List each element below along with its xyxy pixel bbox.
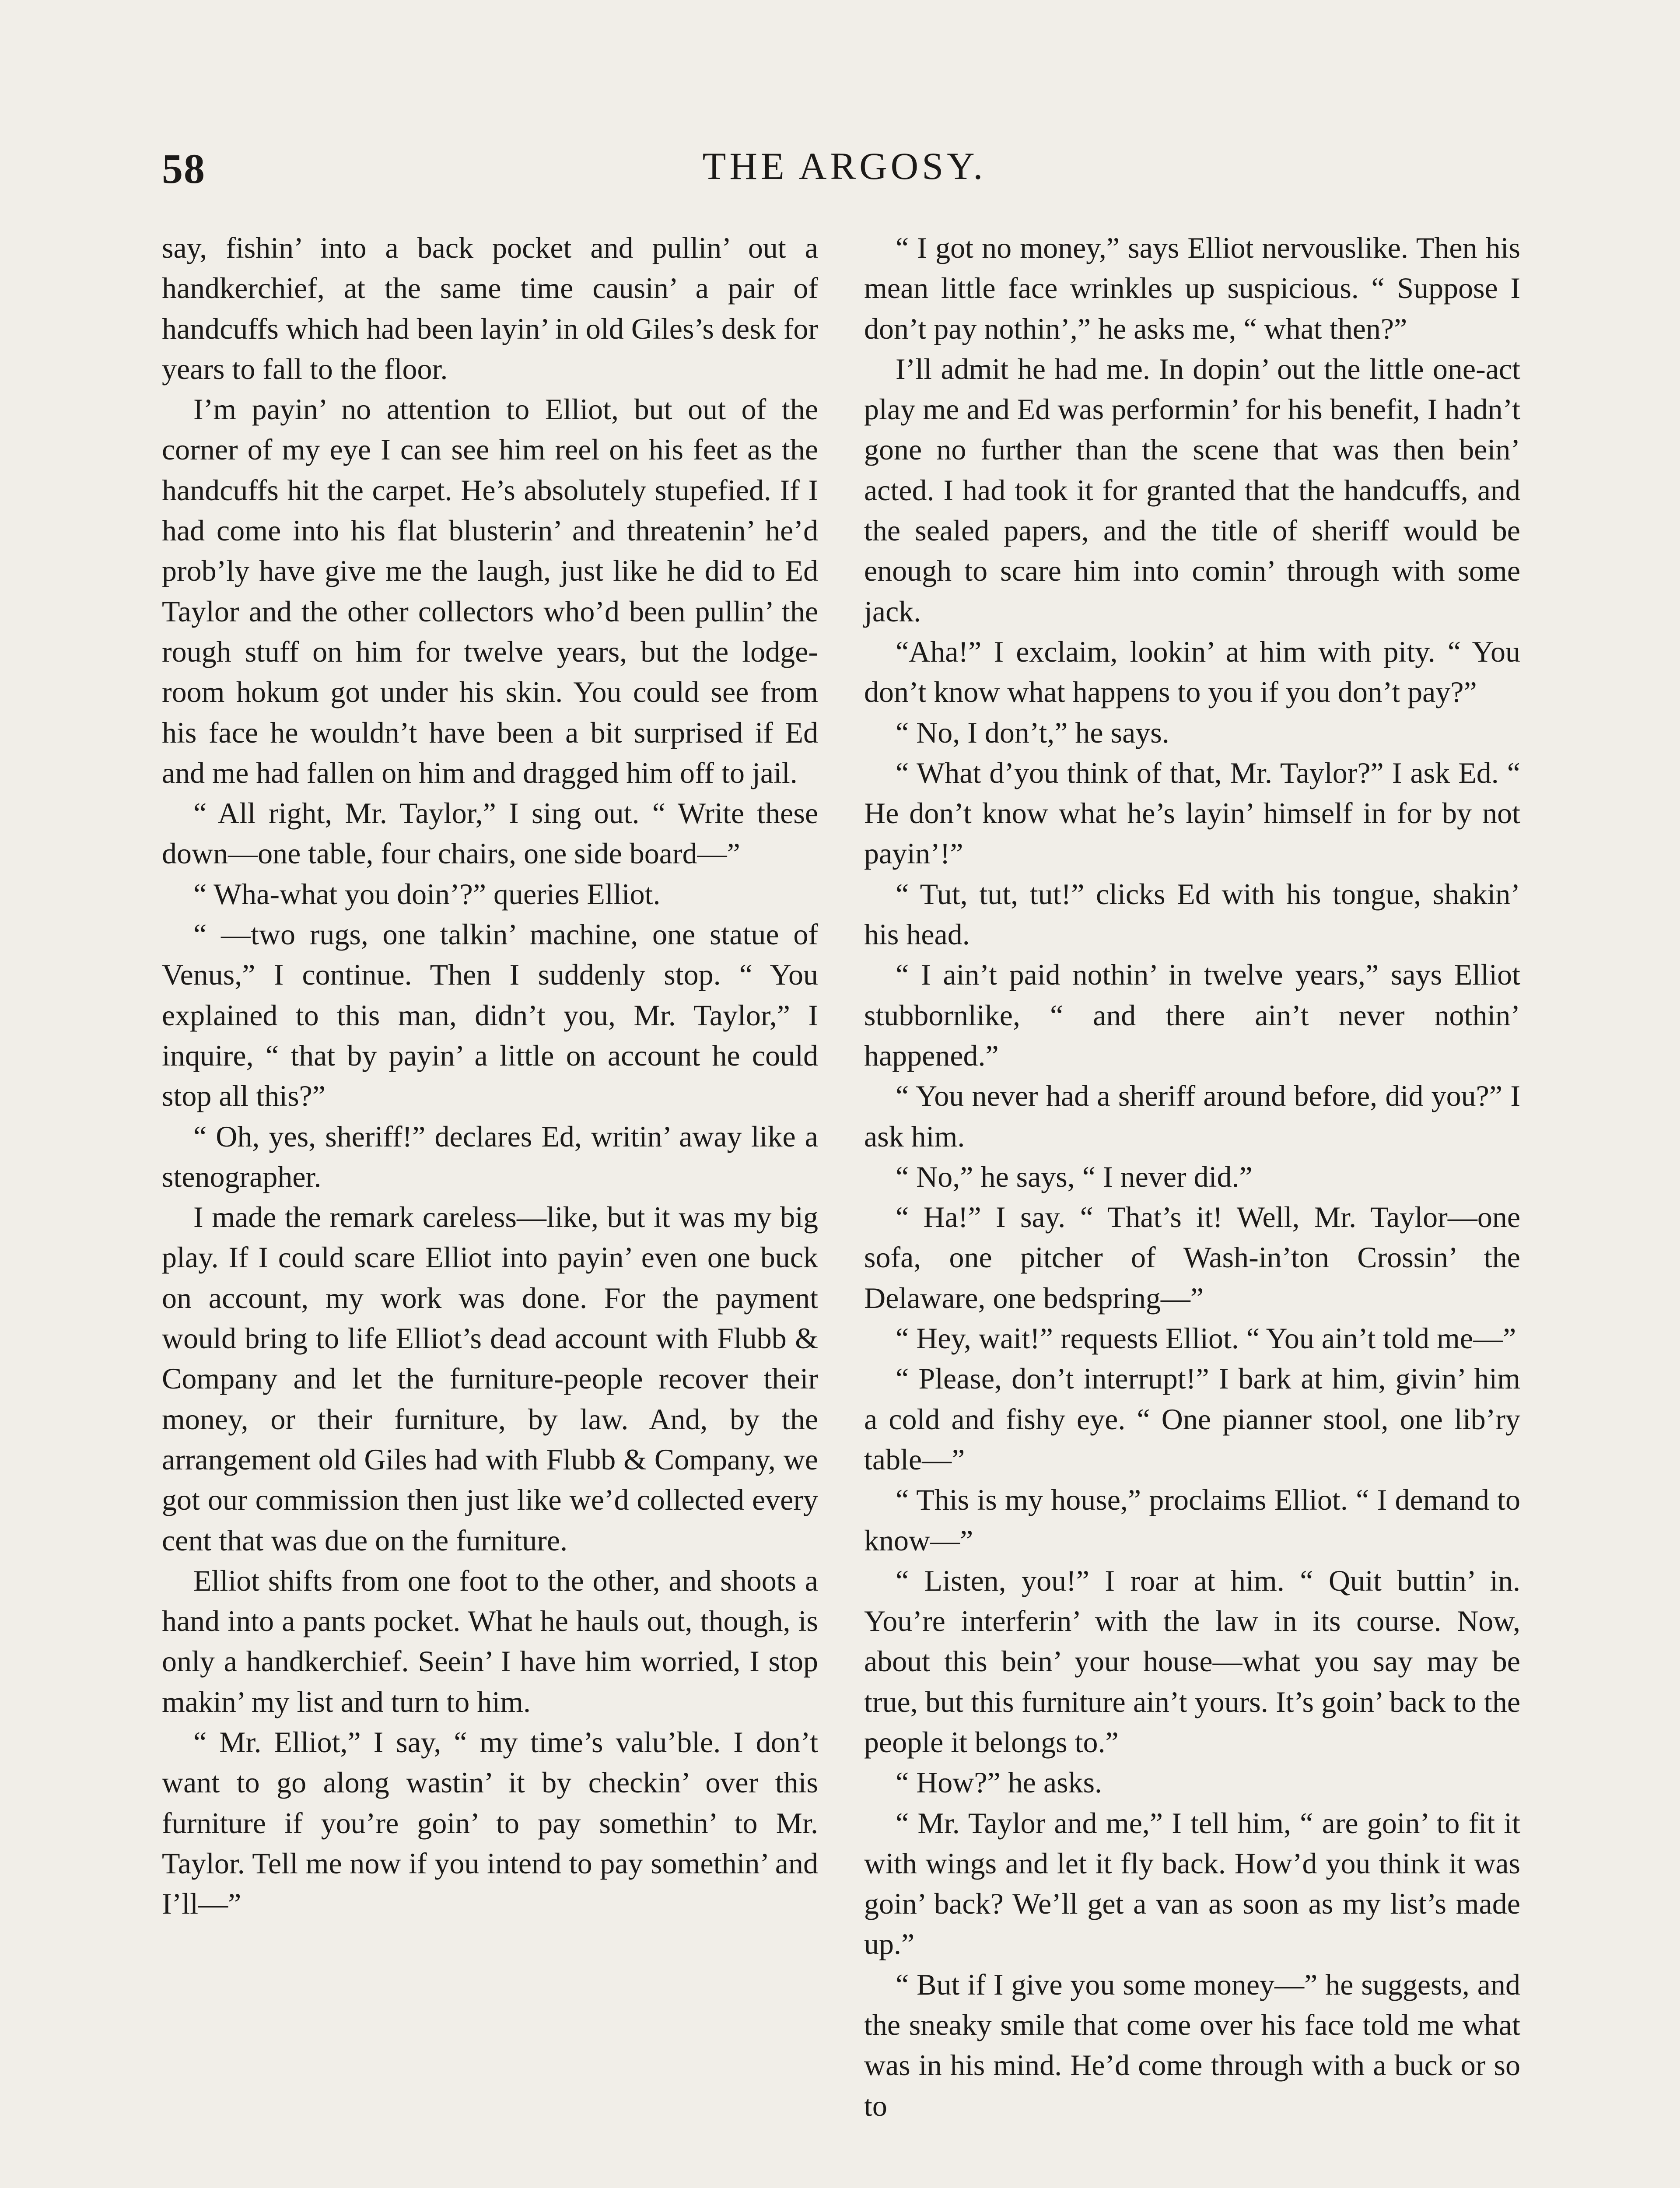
paragraph: “ But if I give you some money—” he suggests, and the sneaky smile that come over his face told me what was in his mind. He’d come through with a buck or so to: [864, 1967, 1520, 2122]
paragraph: “ Tut, tut, tut!” clicks Ed with his tongue, shakin’ his head.: [864, 877, 1520, 951]
paragraph: “ Wha-what you doin’?” queries Elliot.: [193, 877, 661, 911]
page-number: 58: [162, 145, 206, 192]
running-title: THE ARGOSY.: [702, 145, 987, 188]
paragraph: “ Listen, you!” I roar at him. “ Quit buttin’ in. You’re interferin’ with the law in its course. Now, about this bein’ your house—what you say may be true, but this furniture ain’t yours. It’s goin’ back to the people it belongs to.”: [864, 1564, 1520, 1759]
paragraph: “ Mr. Elliot,” I say, “ my time’s valu’ble. I don’t want to go along wastin’ it by checkin’ over this furniture if you’re goin’ to pay somethin’ to Mr. Taylor. Tell me now if you intend to pay somethin’ and I’ll—”: [162, 1725, 818, 1921]
paragraph: “ I got no money,” says Elliot nervouslike. Then his mean little face wrinkles up suspicious. “ Suppose I don’t pay nothin’,” he asks me, “ what then?”: [864, 231, 1520, 345]
paragraph: “ Oh, yes, sheriff!” declares Ed, writin’ away like a stenographer.: [162, 1119, 818, 1193]
paragraph: “ Ha!” I say. “ That’s it! Well, Mr. Taylor—one sofa, one pitcher of Wash-in’ton Crossin’ the Delaware, one bedspring—”: [864, 1200, 1520, 1315]
left-column: [162, 228, 818, 1924]
paragraph: “ All right, Mr. Taylor,” I sing out. “ Write these down—one table, four chairs, one side board—”: [162, 796, 818, 870]
paragraph: “ —two rugs, one talkin’ machine, one statue of Venus,” I continue. Then I suddenly stop. “ You explained to this man, didn’t you, Mr. Taylor,” I inquire, “ that by payin’ a little on account he could stop all this?”: [162, 918, 818, 1113]
right-column: [864, 228, 1520, 2126]
paragraph: “ Please, don’t interrupt!” I bark at him, givin’ him a cold and fishy eye. “ One pianner stool, one lib’ry table—”: [864, 1362, 1520, 1476]
paragraph: “ No,” he says, “ I never did.”: [896, 1160, 1253, 1193]
paragraph: say, fishin’ into a back pocket and pullin’ out a handkerchief, at the same time causin’ a pair of handcuffs which had been layin’ in old Giles’s desk for years to fall to the floor.: [162, 231, 818, 386]
paragraph: “ Hey, wait!” requests Elliot. “ You ain’t told me—”: [896, 1322, 1516, 1355]
page-header: [162, 144, 1527, 201]
paragraph: “ Mr. Taylor and me,” I tell him, “ are goin’ to fit it with wings and let it fly back. How’d you think it was goin’ back? We’ll get a van as soon as my list’s made up.”: [864, 1806, 1520, 1961]
paragraph: “ You never had a sheriff around before, did you?” I ask him.: [864, 1079, 1520, 1153]
paragraph: “Aha!” I exclaim, lookin’ at him with pity. “ You don’t know what happens to you if you don’t pay?”: [864, 635, 1520, 709]
paragraph: I’m payin’ no attention to Elliot, but out of the corner of my eye I can see him reel on his feet as the handcuffs hit the carpet. He’s absolutely stupefied. If I had come into his flat blusterin’ and threatenin’ he’d prob’ly have give me the laugh, just like he did to Ed Taylor and the other collectors who’d been pullin’ the rough stuff on him for twelve years, but the lodge-room hokum got under his skin. You could see from his face he wouldn’t have been a bit surprised if Ed and me had fallen on him and dragged him off to jail.: [162, 393, 818, 789]
paragraph: Elliot shifts from one foot to the other, and shoots a hand into a pants pocket. What he hauls out, though, is only a handkerchief. Seein’ I have him worried, I stop makin’ my list and turn to him.: [162, 1564, 818, 1718]
paragraph: I made the remark careless—like, but it was my big play. If I could scare Elliot into payin’ even one buck on account, my work was done. For the payment would bring to life Elliot’s dead account with Flubb & Company and let the furniture-people recover their money, or their furniture, by law. And, by the arrangement old Giles had with Flubb & Company, we got our commission then just like we’d collected every cent that was due on the furniture.: [162, 1200, 818, 1557]
paragraph: “ How?” he asks.: [896, 1766, 1102, 1799]
paragraph: “ What d’you think of that, Mr. Taylor?” I ask Ed. “ He don’t know what he’s layin’ himself in for by not payin’!”: [864, 756, 1520, 870]
paragraph: “ No, I don’t,” he says.: [896, 715, 1169, 749]
paragraph: “ I ain’t paid nothin’ in twelve years,” says Elliot stubbornlike, “ and there ain’t never nothin’ happened.”: [864, 958, 1520, 1072]
paragraph: “ This is my house,” proclaims Elliot. “ I demand to know—”: [864, 1483, 1520, 1557]
paragraph: I’ll admit he had me. In dopin’ out the little one-act play me and Ed was performin’ for his benefit, I hadn’t gone no further than the scene that was then bein’ acted. I had took it for granted that the handcuffs, and the sealed papers, and the title of sheriff would be enough to scare him into comin’ through with some jack.: [864, 352, 1520, 628]
